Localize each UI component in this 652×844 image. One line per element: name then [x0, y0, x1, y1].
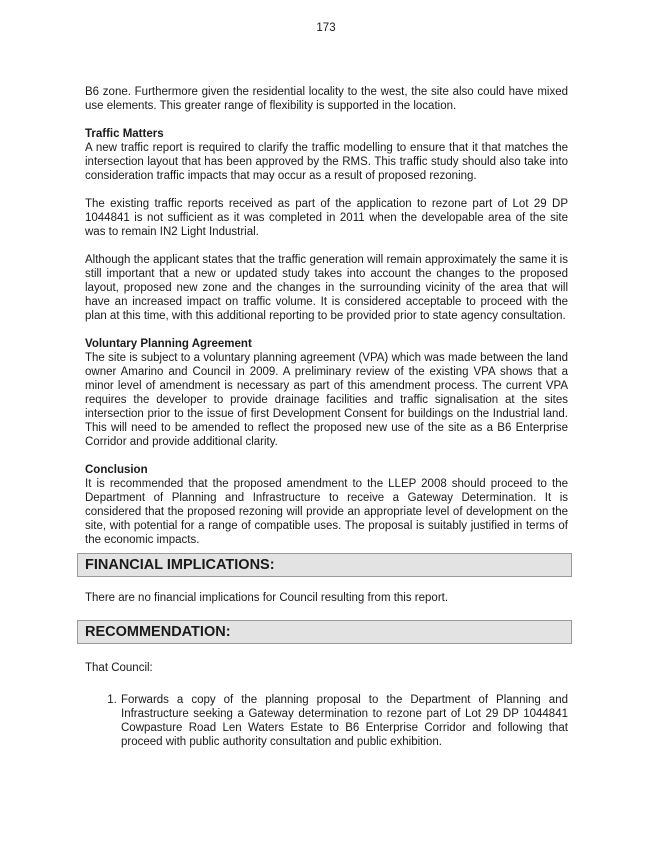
intro-paragraph: B6 zone. Furthermore given the residential locality to the west, the site also could have mixed use elements. This greater range of flexibility is supported in the location. — [85, 86, 568, 112]
conclusion-section — [85, 463, 568, 547]
conclusion-paragraph: It is recommended that the proposed amendment to the LLEP 2008 should proceed to the Department of Planning and Infrastructure to receive a Gateway Determination. It is considered that the proposed rezoning will provide an appropriate level of development on the site, with potential for a range of compatible uses. The proposal is suitably justified in terms of the economic impacts. — [85, 478, 568, 546]
traffic-section — [85, 127, 568, 323]
vpa-heading: Voluntary Planning Agreement — [85, 338, 252, 350]
traffic-paragraph: The existing traffic reports received as part of the application to rezone part of Lot 29 DP 1044841 is not sufficient as it was completed in 2011 when the developable area of the site was to remain IN2 Light Industrial. — [85, 198, 568, 238]
financial-paragraph: There are no financial implications for Council resulting from this report. — [85, 592, 449, 604]
traffic-heading: Traffic Matters — [85, 128, 164, 140]
conclusion-heading: Conclusion — [85, 464, 148, 476]
document-body — [85, 85, 568, 749]
financial-implications-heading: FINANCIAL IMPLICATIONS: — [77, 553, 572, 577]
traffic-paragraph: Although the applicant states that the traffic generation will remain approximately the same it is still important that a new or updated study takes into account the changes to the proposed layout, proposed new zone and the changes in the surrounding vicinity of the area that will have an increased impact on traffic volume. It is considered acceptable to proceed with the plan at this time, with this additional reporting to be provided prior to state agency consultation. — [85, 254, 568, 322]
recommendation-heading: RECOMMENDATION: — [77, 620, 572, 644]
page-number: 173 — [316, 22, 336, 34]
vpa-section — [85, 337, 568, 449]
traffic-paragraph: A new traffic report is required to clarify the traffic modelling to ensure that it that matches the intersection layout that has been approved by the RMS. This traffic study should also take into consideration traffic impacts that may occur as a result of proposed rezoning. — [85, 142, 568, 182]
recommendation-lead: That Council: — [85, 662, 153, 674]
recommendation-item: 1. Forwards a copy of the planning proposal to the Department of Planning and Infrastructure seeking a Gateway determination to rezone part of Lot 29 DP 1044841 Cowpasture Road Len Waters Estate to B6 Enterprise Corridor and following that proceed with public authority consultation and public exhibition. — [120, 693, 568, 749]
recommendation-list — [85, 693, 568, 749]
vpa-paragraph: The site is subject to a voluntary planning agreement (VPA) which was made between the land owner Amarino and Council in 2009. A preliminary review of the existing VPA shows that a minor level of amendment is necessary as part of this amendment process. The current VPA requires the developer to provide drainage facilities and traffic signalisation at the sites intersection prior to the issue of first Development Consent for buildings on the Industrial land. This will need to be amended to reflect the proposed new use of the site as a B6 Enterprise Corridor and provide additional clarity. — [85, 352, 568, 448]
